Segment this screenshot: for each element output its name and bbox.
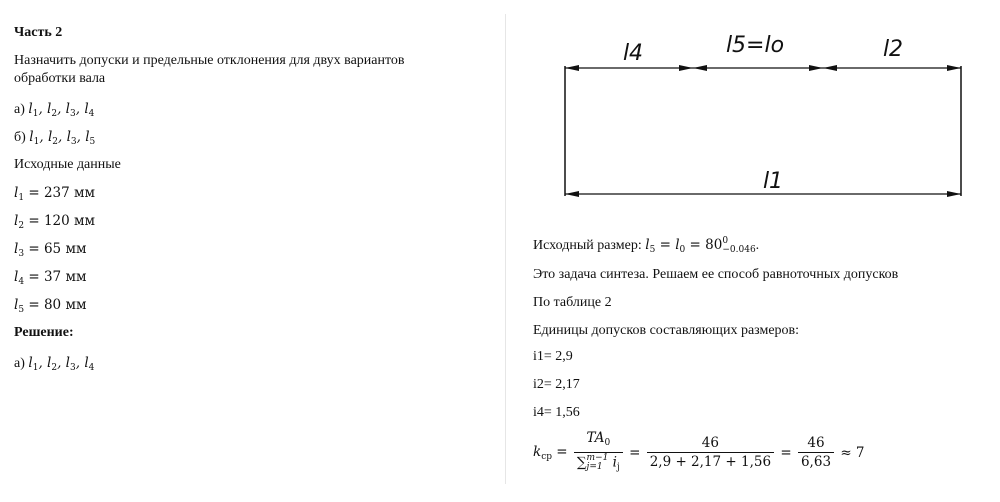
solution-title: Решение: <box>14 325 74 340</box>
dim-l2: $l_2 = 120$ мм <box>14 213 96 231</box>
dim-l4: $l_4 = 37$ мм <box>14 269 87 287</box>
part-heading: Часть 2 <box>14 25 63 40</box>
fraction-3: $\frac{46}{6,63}$ <box>798 435 834 470</box>
source-size-line: Исходный размер: $l_5 = l_0 = 80$ 0 −0.046 . <box>533 235 760 255</box>
table-reference: По таблице 2 <box>533 295 612 310</box>
dim-l5: $l_5 = 80$ мм <box>14 297 87 315</box>
fraction-1: $TA_0$ ∑ m−1 j=1 $i_j$ <box>574 430 623 476</box>
source-data-title: Исходные данные <box>14 157 121 172</box>
fraction-2: $\frac{46}{2,9 + 2,17 + 1,56}$ <box>647 435 774 470</box>
dim-l1: $l_1 = 237$ мм <box>14 185 96 203</box>
value-i4: i4= 1,56 <box>533 405 580 420</box>
label-l4: l4 <box>622 41 644 66</box>
variant-b: б) $l_1$, $l_2$, $l_3$, $l_5$ <box>14 129 96 147</box>
right-column <box>533 0 993 502</box>
task-line-1: Назначить допуски и предельные отклонения для двух вариантов <box>14 53 405 68</box>
synthesis-text: Это задача синтеза. Решаем ее способ равноточных допусков <box>533 267 899 282</box>
label-l1: l1 <box>762 169 784 194</box>
task-line-2: обработки вала <box>14 71 106 86</box>
dim-l3: $l_3 = 65$ мм <box>14 241 87 259</box>
solution-a: а) $l_1$, $l_2$, $l_3$, $l_4$ <box>14 355 95 373</box>
dimension-chain-diagram <box>533 0 993 220</box>
label-l5: l5=lo <box>725 33 785 58</box>
formula-kcp: $k_{cp}$ = $TA_0$ ∑ m−1 j=1 $i_j$ = $\frac{46}{2,9 + 2,17 + 1,56}$ = $\frac{46}{6,63}$ ≈ 7 <box>533 430 865 476</box>
units-title: Единицы допусков составляющих размеров: <box>533 323 800 338</box>
value-i1: i1= 2,9 <box>533 349 573 364</box>
variant-a: а) $l_1$, $l_2$, $l_3$, $l_4$ <box>14 101 95 119</box>
value-i2: i2= 2,17 <box>533 377 580 392</box>
label-l2: l2 <box>882 37 904 62</box>
column-divider <box>505 14 506 484</box>
